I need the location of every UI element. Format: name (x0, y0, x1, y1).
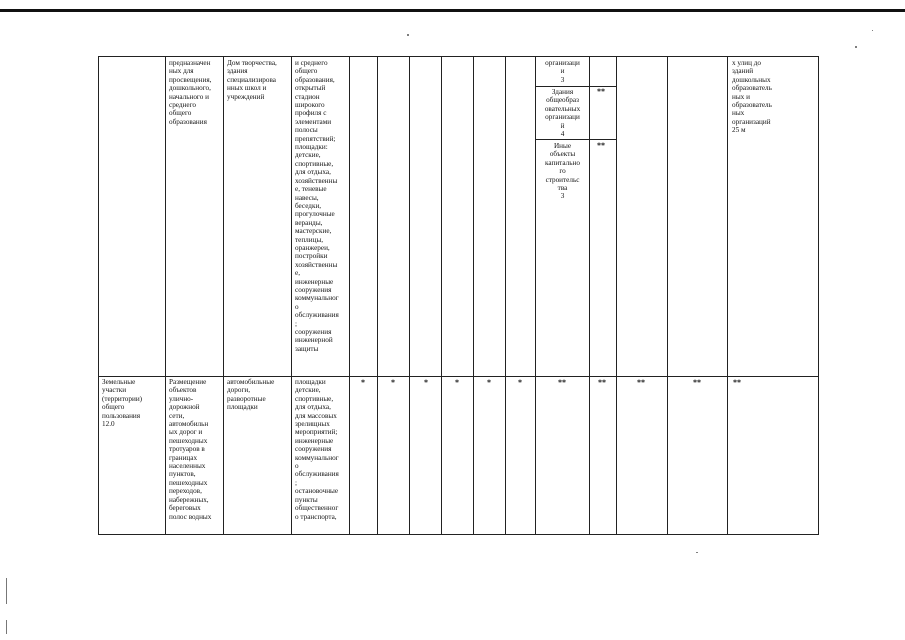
scan-speck (872, 30, 873, 31)
parameter-mark: ** (598, 378, 606, 387)
parameter-mark: * (424, 378, 428, 387)
column-divider (223, 57, 224, 534)
scan-speck (407, 34, 409, 36)
facilities-cell: площадки детские, спортивные, для отдыха, для массовых зрелищных мероприятий; инженерные сооружения коммунальног о обслуживания ; остановочные пункты общественног о транспорта, (295, 378, 339, 521)
column-divider (473, 57, 474, 534)
note-cell: х улиц до зданий дошкольных образователь ных и образователь ных организаций 25 м (732, 59, 772, 135)
parameter-mark: * (455, 378, 459, 387)
column-divider (349, 57, 350, 534)
sub-organization-cell: организаци и 3 (545, 59, 580, 84)
sub-other-objects-cell: Иные объекты капитально го строительс тва 3 (545, 142, 580, 201)
top-scan-border (0, 9, 905, 12)
column-divider (409, 57, 410, 534)
regulations-table (98, 56, 819, 535)
purpose-cell: Размещение объектов улично- дорожной сети, автомобильн ых дорог и пешеходных тротуаров в границах населенных пунктов, пешеходных переходов, набережных, береговых полос водных (169, 378, 212, 521)
parameter-mark: * (361, 378, 365, 387)
parameter-mark: * (518, 378, 522, 387)
column-divider (291, 57, 292, 534)
sub-other-mark: ** (597, 141, 605, 150)
scan-edge-line (6, 620, 7, 634)
facilities-cell: и среднего общего образования, открытый стадион широкого профиля с элементами полосы препятствий; площадки: детские, спортивные, для отдыха, хозяйственны е, теневые навесы, беседки, прогулочные веранды, мастерские, теплицы, оранжереи, постройки хозяйственны е, инженерные сооружения коммунальног о обслуживания ; сооружения инженерной защиты (295, 59, 339, 353)
parameter-mark: * (487, 378, 491, 387)
subcell-divider (535, 139, 616, 140)
parameter-mark: ** (733, 378, 741, 387)
column-divider (616, 57, 617, 534)
column-divider (505, 57, 506, 534)
sub-general-education-cell: Здания общеобраз овательных организаци й 4 (544, 88, 581, 139)
scan-edge-line (6, 578, 7, 604)
column-divider (377, 57, 378, 534)
column-divider (727, 57, 728, 534)
column-divider (441, 57, 442, 534)
buildings-cell: автомобильные дороги, разворотные площадки (227, 378, 275, 412)
column-divider (589, 57, 590, 534)
land-use-name-cell: Земельные участки (территории) общего пользования 12.0 (102, 378, 143, 429)
purpose-cell: предназначен ных для просвещения, дошкольного, начального и среднего общего образования (169, 59, 212, 126)
parameter-mark: ** (637, 378, 645, 387)
parameter-mark: ** (558, 378, 566, 387)
sub-general-mark: ** (597, 87, 605, 96)
parameter-mark: ** (693, 378, 701, 387)
scan-speck (855, 46, 857, 48)
column-divider (667, 57, 668, 534)
parameter-mark: * (391, 378, 395, 387)
column-divider (165, 57, 166, 534)
scan-speck (696, 552, 698, 553)
buildings-cell: Дом творчества, здания специализирова нных школ и учреждений (227, 59, 277, 101)
row-divider (99, 376, 818, 377)
